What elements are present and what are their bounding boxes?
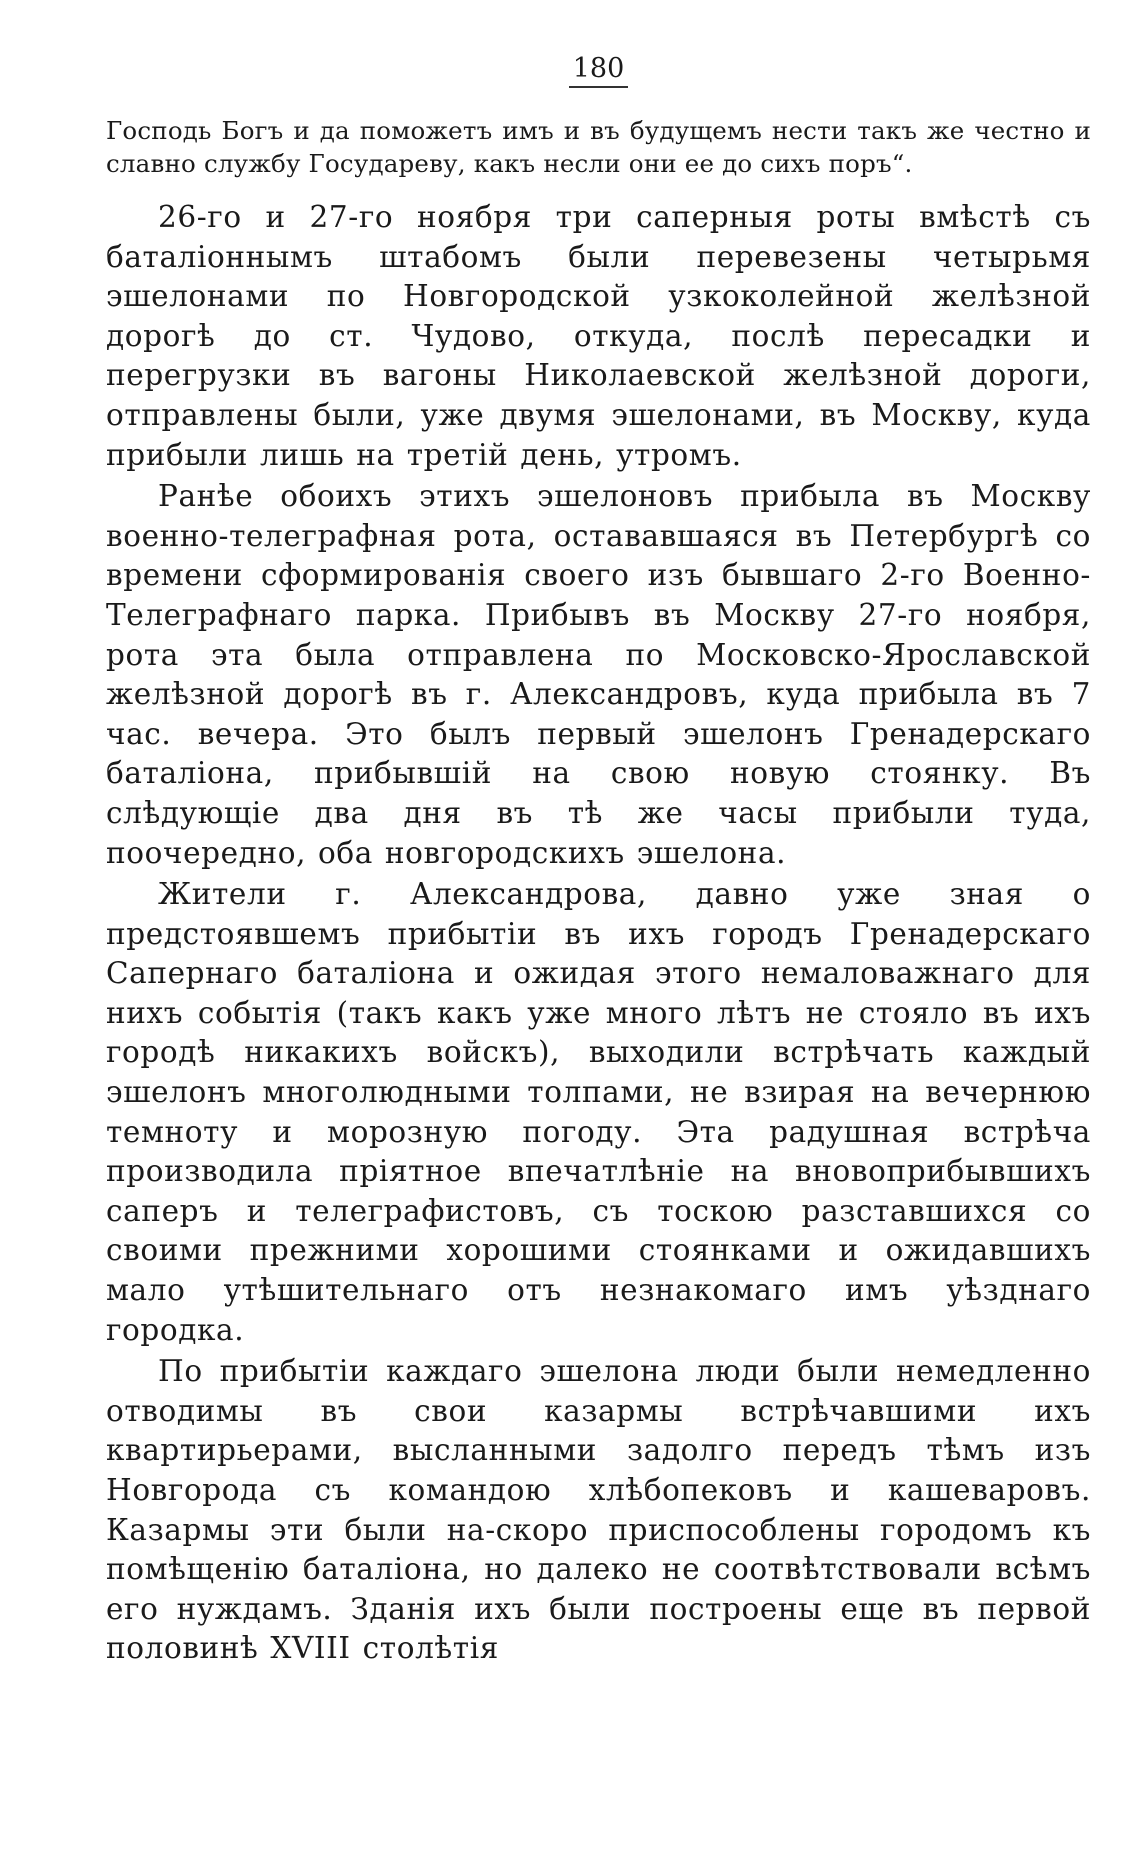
paragraph-1: 26-го и 27-го ноября три саперныя роты вмѣстѣ съ баталіоннымъ штабомъ были перевезены четырьмя эшелонами по Новгородской узкоколейной желѣзной дорогѣ до ст. Чудово, откуда, послѣ пересадки и перегрузки въ вагоны Николаевской желѣзной дороги, отправлены были, уже двумя эшелонами, въ Москву, куда прибыли лишь на третій день, утромъ. (106, 200, 1091, 472)
intro-quote: Господь Богъ и да поможетъ имъ и въ будущемъ нести такъ же честно и славно службу Государеву, какъ несли они ее до сихъ поръ“. (106, 116, 1091, 178)
paragraph-4: По прибытіи каждаго эшелона люди были немедленно отводимы въ свои казармы встрѣчавшими ихъ квартирьерами, высланными задолго передъ тѣмъ изъ Новгорода съ командою хлѣбопековъ и кашеваровъ. Казармы эти были на-скоро приспособлены городомъ къ помѣщенію баталіона, но далеко не соотвѣтствовали всѣмъ его нуждамъ. Зданія ихъ были построены еще въ первой половинѣ XVIII столѣтія (106, 1354, 1091, 1666)
page-number (106, 52, 1091, 88)
book-page (106, 52, 1091, 1671)
page-number-text: 180 (569, 52, 629, 88)
paragraph-3: Жители г. Александрова, давно уже зная о предстоявшемъ прибытіи въ ихъ городъ Гренадерскаго Сапернаго баталіона и ожидая этого немаловажнаго для нихъ событія (такъ какъ уже много лѣтъ не стояло въ ихъ городѣ никакихъ войскъ), выходили встрѣчать каждый эшелонъ многолюдными толпами, не взирая на вечернюю темноту и морозную погоду. Эта радушная встрѣча производила пріятное впечатлѣніе на вновоприбывшихъ саперъ и телеграфистовъ, съ тоскою разставшихся со своими прежними хорошими стоянками и ожидавшихъ мало утѣшительнаго отъ незнакомаго имъ уѣзднаго городка. (106, 877, 1091, 1347)
paragraph-2: Ранѣе обоихъ этихъ эшелоновъ прибыла въ Москву военно-телеграфная рота, остававшаяся въ Петербургѣ со времени сформированія своего изъ бывшаго 2-го Военно-Телеграфнаго парка. Прибывъ въ Москву 27-го ноября, рота эта была отправлена по Московско-Ярославской желѣзной дорогѣ въ г. Александровъ, куда прибыла въ 7 час. вечера. Это былъ первый эшелонъ Гренадерскаго баталіона, прибывшій на свою новую стоянку. Въ слѣдующіе два дня въ тѣ же часы прибыли туда, поочередно, оба новгородскихъ эшелона. (106, 479, 1091, 870)
